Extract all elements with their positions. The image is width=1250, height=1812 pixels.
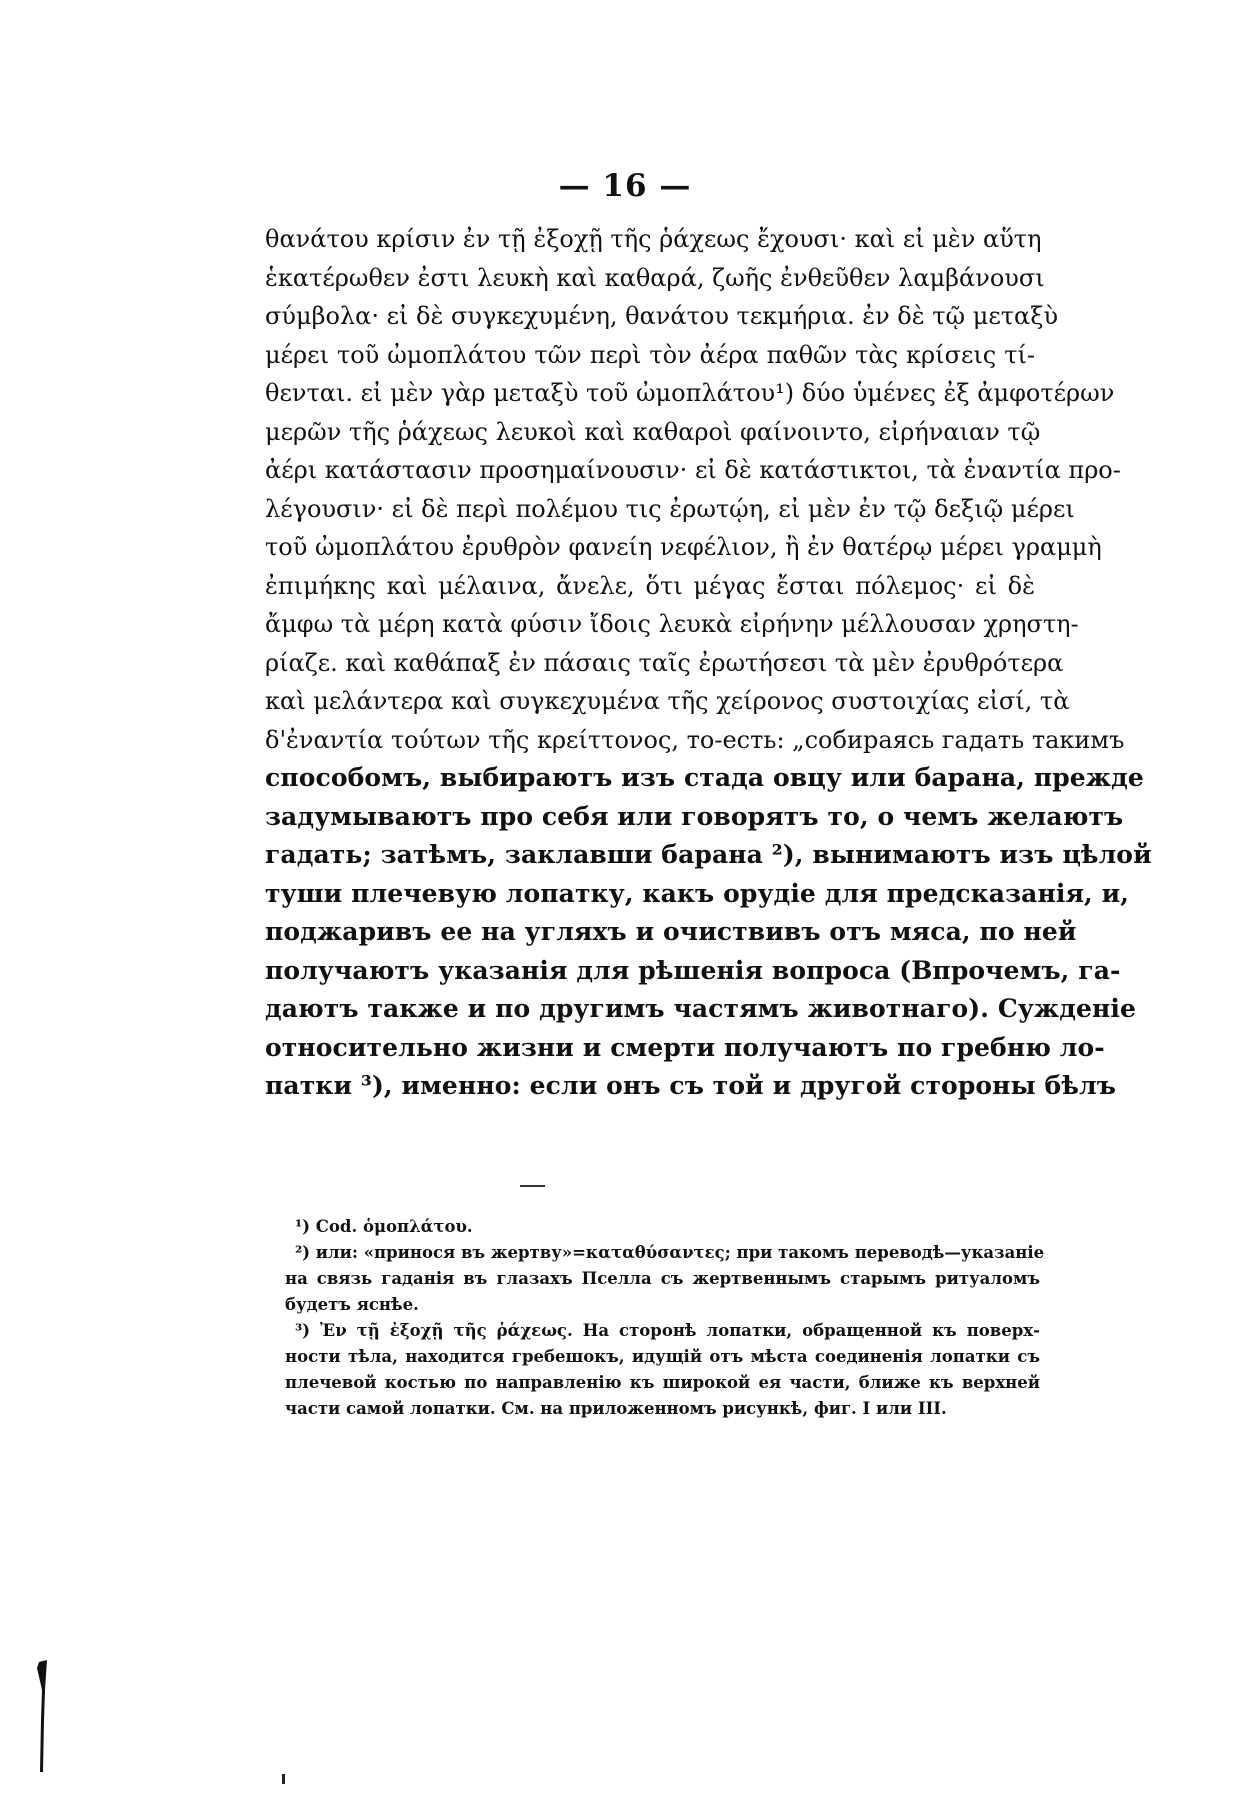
scan-artifact-mark bbox=[33, 1660, 53, 1775]
text-line: τοῦ ὠμοπλάτου ἐρυθρὸν φανείη νεφέλιον, ἢ ἐν θατέρῳ μέρει γραμμὴ bbox=[265, 533, 1102, 561]
footnotes bbox=[285, 1200, 1045, 1422]
text-line: θανάτου κρίσιν ἐν τῇ ἐξοχῇ τῆς ῥάχεως ἔχουσι· καὶ εἰ μὲν αὕτη bbox=[265, 225, 1042, 253]
text-line: относительно жизни и смерти получаютъ по гребню ло- bbox=[265, 1032, 1105, 1062]
text-line: поджаривъ ее на угляхъ и очиствивъ отъ мяса, по ней bbox=[265, 917, 1077, 946]
main-text bbox=[265, 220, 1152, 1106]
footnote-line: ¹) Cod. ὁμοπλάτου. bbox=[295, 1217, 473, 1236]
text-line: получаютъ указанія для рѣшенія вопроса (Впрочемъ, га- bbox=[265, 955, 1121, 985]
footnote-line: будетъ яснѣе. bbox=[285, 1295, 419, 1314]
text-line: σύμβολα· εἰ δὲ συγκεχυμένη, θανάτου τεκμήρια. ἐν δὲ τῷ μεταξὺ bbox=[265, 302, 1059, 330]
page-number: — 16 — bbox=[558, 168, 692, 204]
footnote-line: ³) Ἐν τῇ ἐξοχῇ τῆς ῥάχεως. На сторонѣ лопатки, обращенной къ поверх- bbox=[295, 1321, 1040, 1340]
footnote-separator bbox=[520, 1185, 545, 1187]
text-line: μέρει τοῦ ὠμοπλάτου τῶν περὶ τὸν ἀέρα παθῶν τὰς κρίσεις τί- bbox=[265, 340, 1035, 369]
text-line: способомъ, выбираютъ изъ стада овцу или барана, прежде bbox=[265, 763, 1144, 792]
text-line: ἀέρι κατάστασιν προσημαίνουσιν· εἰ δὲ κατάστικτοι, τὰ ἐναντία προ- bbox=[265, 456, 1121, 484]
scan-artifact-dot bbox=[281, 1774, 287, 1784]
text-line: ἑκατέρωθεν ἐστι λευκὴ καὶ καθαρά, ζωῆς ἐνθεῦθεν λαμβάνουσι bbox=[265, 263, 1045, 292]
text-line: θενται. εἰ μὲν γὰρ μεταξὺ τοῦ ὠμοπλάτου¹) δύο ὑμένες ἐξ ἀμφοτέρων bbox=[265, 379, 1115, 407]
footnote-line: ности тѣла, находится гребешокъ, идущій отъ мѣста соединенія лопатки съ bbox=[285, 1347, 1040, 1366]
text-line: ἐπιμήκης καὶ μέλαινα, ἄνελε, ὅτι μέγας ἔσται πόλεμος· εἰ δὲ bbox=[265, 571, 1035, 600]
footnote-line: на связь гаданія въ глазахъ Пселла съ жертвеннымъ старымъ ритуаломъ bbox=[285, 1269, 1040, 1288]
text-line: μερῶν τῆς ῥάχεως λευκοὶ καὶ καθαροὶ φαίνοιντο, εἰρήναιαν τῷ bbox=[265, 417, 1041, 446]
text-line: гадать; затѣмъ, заклавши барана ²), вынимаютъ изъ цѣлой bbox=[265, 840, 1152, 869]
footnote-line: ²) или: «принося въ жертву»=καταθύσαντες; при такомъ переводѣ—указаніе bbox=[295, 1243, 1045, 1262]
text-line: ἄμφω τὰ μέρη κατὰ φύσιν ἴδοις λευκὰ εἰρήνην μέλλουσαν χρηστη- bbox=[265, 610, 1079, 638]
footnote-line: плечевой костью по направленію къ широкой ея части, ближе къ верхней bbox=[285, 1373, 1040, 1392]
text-line: λέγουσιν· εἰ δὲ περὶ πολέμου τις ἐρωτῴη, εἰ μὲν ἐν τῷ δεξιῷ μέρει bbox=[265, 494, 1075, 523]
text-line: туши плечевую лопатку, какъ орудіе для предсказанія, и, bbox=[265, 878, 1130, 908]
text-line: задумываютъ про себя или говорятъ то, о чемъ желаютъ bbox=[265, 801, 1124, 831]
text-line: патки ³), именно: если онъ съ той и другой стороны бѣлъ bbox=[265, 1071, 1117, 1100]
text-line: δ'ἐναντία τούτων τῆς κρείττονος, то-есть: „собираясь гадать такимъ bbox=[265, 725, 1125, 754]
text-line: даютъ также и по другимъ частямъ животнаго). Сужденіе bbox=[265, 994, 1137, 1023]
footnote-line: части самой лопатки. См. на приложенномъ рисункѣ, фиг. I или III. bbox=[285, 1399, 947, 1418]
text-line: ρίαζε. καὶ καθάπαξ ἐν πάσαις ταῖς ἐρωτήσεσι τὰ μὲν ἐρυθρότερα bbox=[265, 648, 1064, 677]
text-line: καὶ μελάντερα καὶ συγκεχυμένα τῆς χείρονος συστοιχίας εἰσί, τὰ bbox=[265, 687, 1070, 715]
